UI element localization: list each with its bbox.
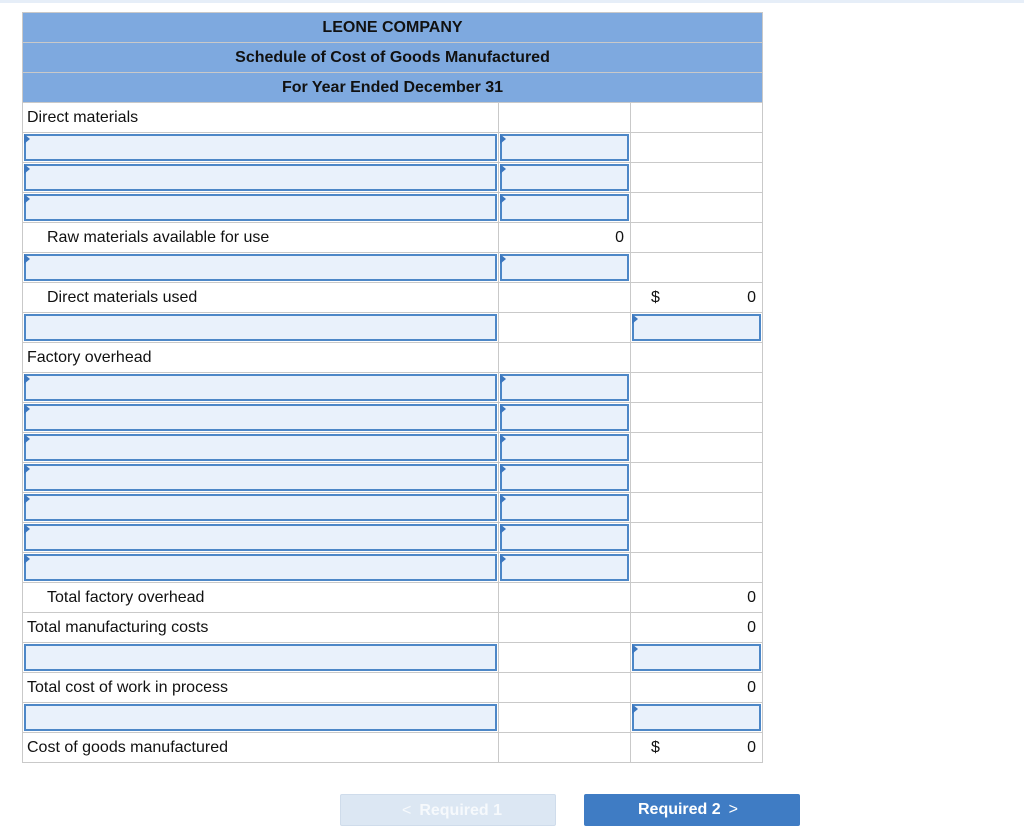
dropdown-marker-icon bbox=[500, 254, 506, 264]
dropdown-marker-icon bbox=[500, 374, 506, 384]
table-row bbox=[23, 433, 763, 463]
dl-amount-input[interactable] bbox=[631, 313, 763, 343]
table-row bbox=[23, 613, 763, 643]
dm-label-input-3[interactable] bbox=[23, 193, 499, 223]
total-factory-overhead-label: Total factory overhead bbox=[23, 583, 499, 613]
dl-label-input[interactable] bbox=[23, 313, 499, 343]
dropdown-marker-icon bbox=[24, 524, 30, 534]
empty-cell bbox=[631, 373, 763, 403]
dropdown-marker-icon bbox=[500, 194, 506, 204]
header-row bbox=[23, 43, 763, 73]
table-row bbox=[23, 643, 763, 673]
empty-cell bbox=[631, 403, 763, 433]
dropdown-marker-icon bbox=[500, 134, 506, 144]
empty-cell bbox=[631, 223, 763, 253]
dropdown-marker-icon bbox=[500, 494, 506, 504]
dropdown-marker-icon bbox=[24, 164, 30, 174]
direct-materials-label: Direct materials bbox=[23, 103, 499, 133]
table-row bbox=[23, 523, 763, 553]
required-1-button[interactable] bbox=[340, 794, 556, 826]
dropdown-marker-icon bbox=[500, 554, 506, 564]
fo-amount-input-5[interactable] bbox=[499, 493, 631, 523]
total-cost-wip-value: 0 bbox=[631, 673, 763, 703]
empty-cell bbox=[499, 613, 631, 643]
dropdown-marker-icon bbox=[24, 494, 30, 504]
dm-amount-input-2[interactable] bbox=[499, 163, 631, 193]
empty-cell bbox=[499, 313, 631, 343]
dropdown-marker-icon bbox=[500, 524, 506, 534]
fo-label-input-1[interactable] bbox=[23, 373, 499, 403]
schedule-period: For Year Ended December 31 bbox=[23, 73, 763, 103]
required-2-label: Required 2 bbox=[637, 801, 721, 818]
table-row bbox=[23, 283, 763, 313]
dropdown-marker-icon bbox=[24, 194, 30, 204]
dropdown-marker-icon bbox=[500, 434, 506, 444]
fo-label-input-2[interactable] bbox=[23, 403, 499, 433]
fo-amount-input-1[interactable] bbox=[499, 373, 631, 403]
empty-cell bbox=[631, 163, 763, 193]
raw-materials-available-label: Raw materials available for use bbox=[23, 223, 499, 253]
empty-cell bbox=[631, 523, 763, 553]
dropdown-marker-icon bbox=[24, 464, 30, 474]
wip-amount-input-1[interactable] bbox=[631, 643, 763, 673]
table-row bbox=[23, 703, 763, 733]
table-row bbox=[23, 733, 763, 763]
table-row bbox=[23, 553, 763, 583]
dropdown-marker-icon bbox=[500, 164, 506, 174]
fo-label-input-3[interactable] bbox=[23, 433, 499, 463]
fo-label-input-6[interactable] bbox=[23, 523, 499, 553]
dropdown-marker-icon bbox=[24, 554, 30, 564]
total-manufacturing-costs-value: 0 bbox=[631, 613, 763, 643]
table-row bbox=[23, 223, 763, 253]
dropdown-marker-icon bbox=[500, 404, 506, 414]
chevron-left-icon: < bbox=[401, 802, 412, 819]
required-1-label: Required 1 bbox=[419, 802, 503, 819]
fo-amount-input-3[interactable] bbox=[499, 433, 631, 463]
empty-cell bbox=[499, 733, 631, 763]
header-row bbox=[23, 13, 763, 43]
factory-overhead-label: Factory overhead bbox=[23, 343, 499, 373]
empty-cell bbox=[631, 343, 763, 373]
total-factory-overhead-value: 0 bbox=[631, 583, 763, 613]
cost-goods-manufactured-value: 0 bbox=[747, 738, 757, 756]
header-row bbox=[23, 73, 763, 103]
dm-amount-input-3[interactable] bbox=[499, 193, 631, 223]
chevron-right-icon: > bbox=[728, 801, 739, 818]
fo-label-input-7[interactable] bbox=[23, 553, 499, 583]
total-cost-wip-label: Total cost of work in process bbox=[23, 673, 499, 703]
empty-cell bbox=[631, 103, 763, 133]
table-row bbox=[23, 403, 763, 433]
dropdown-marker-icon bbox=[24, 254, 30, 264]
total-manufacturing-costs-label: Total manufacturing costs bbox=[23, 613, 499, 643]
dropdown-marker-icon bbox=[632, 644, 638, 654]
direct-materials-used-cell bbox=[631, 283, 763, 313]
dm-label-input-4[interactable] bbox=[23, 253, 499, 283]
direct-materials-used-label: Direct materials used bbox=[23, 283, 499, 313]
table-row bbox=[23, 373, 763, 403]
empty-cell bbox=[631, 193, 763, 223]
table-row bbox=[23, 493, 763, 523]
empty-cell bbox=[499, 643, 631, 673]
wip-label-input-2[interactable] bbox=[23, 703, 499, 733]
empty-cell bbox=[631, 253, 763, 283]
table-row bbox=[23, 313, 763, 343]
fo-amount-input-4[interactable] bbox=[499, 463, 631, 493]
empty-cell bbox=[631, 433, 763, 463]
empty-cell bbox=[499, 673, 631, 703]
dropdown-marker-icon bbox=[500, 464, 506, 474]
table-row bbox=[23, 193, 763, 223]
top-divider bbox=[0, 0, 1024, 3]
dm-amount-input-1[interactable] bbox=[499, 133, 631, 163]
fo-amount-input-7[interactable] bbox=[499, 553, 631, 583]
currency-symbol: $ bbox=[651, 288, 660, 306]
dropdown-marker-icon bbox=[24, 134, 30, 144]
dropdown-marker-icon bbox=[24, 404, 30, 414]
empty-cell bbox=[631, 463, 763, 493]
wip-amount-input-2[interactable] bbox=[631, 703, 763, 733]
dropdown-marker-icon bbox=[24, 434, 30, 444]
cost-goods-manufactured-label: Cost of goods manufactured bbox=[23, 733, 499, 763]
cogm-schedule-table bbox=[22, 12, 763, 763]
direct-materials-used-value: 0 bbox=[747, 288, 757, 306]
currency-symbol: $ bbox=[651, 738, 660, 756]
empty-cell bbox=[631, 133, 763, 163]
empty-cell bbox=[631, 493, 763, 523]
raw-materials-available-value: 0 bbox=[499, 223, 631, 253]
dm-amount-input-4[interactable] bbox=[499, 253, 631, 283]
table-row bbox=[23, 463, 763, 493]
dropdown-marker-icon bbox=[24, 374, 30, 384]
dm-label-input-1[interactable] bbox=[23, 133, 499, 163]
dm-label-input-2[interactable] bbox=[23, 163, 499, 193]
empty-cell bbox=[499, 103, 631, 133]
dropdown-marker-icon bbox=[632, 704, 638, 714]
schedule-title: Schedule of Cost of Goods Manufactured bbox=[23, 43, 763, 73]
empty-cell bbox=[631, 553, 763, 583]
table-row bbox=[23, 253, 763, 283]
empty-cell bbox=[499, 703, 631, 733]
fo-amount-input-2[interactable] bbox=[499, 403, 631, 433]
dropdown-marker-icon bbox=[632, 314, 638, 324]
table-row bbox=[23, 343, 763, 373]
wip-label-input-1[interactable] bbox=[23, 643, 499, 673]
table-row bbox=[23, 673, 763, 703]
table-row bbox=[23, 103, 763, 133]
fo-label-input-5[interactable] bbox=[23, 493, 499, 523]
empty-cell bbox=[499, 283, 631, 313]
table-row bbox=[23, 583, 763, 613]
table-row bbox=[23, 163, 763, 193]
fo-amount-input-6[interactable] bbox=[499, 523, 631, 553]
required-2-button[interactable] bbox=[584, 794, 800, 826]
table-row bbox=[23, 133, 763, 163]
fo-label-input-4[interactable] bbox=[23, 463, 499, 493]
cost-goods-manufactured-cell bbox=[631, 733, 763, 763]
empty-cell bbox=[499, 343, 631, 373]
company-name: LEONE COMPANY bbox=[23, 13, 763, 43]
empty-cell bbox=[499, 583, 631, 613]
